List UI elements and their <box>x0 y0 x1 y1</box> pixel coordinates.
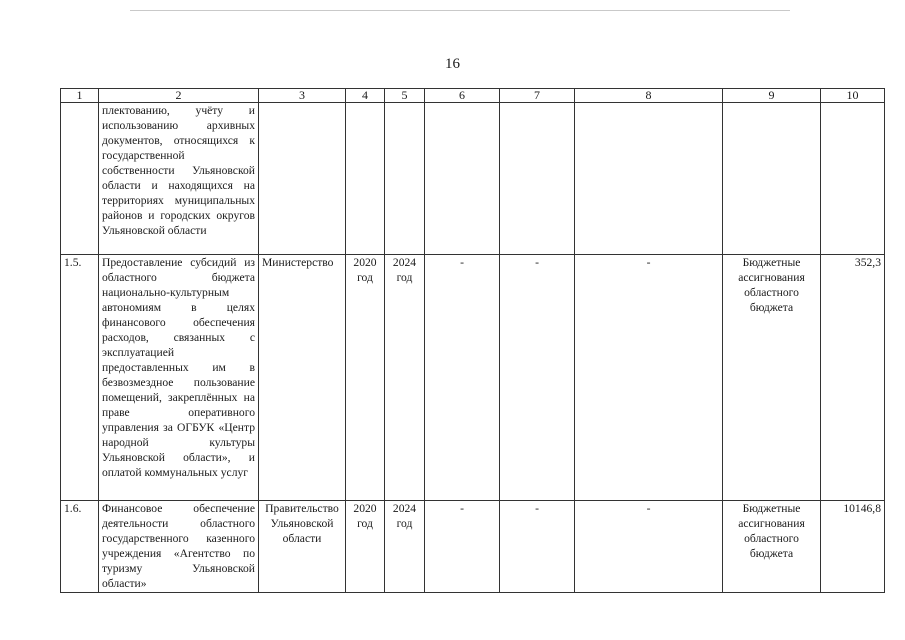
table-row <box>61 501 885 593</box>
executor: Правительство Ульяновской области <box>259 501 346 593</box>
start-year <box>346 103 385 255</box>
funding-source: Бюджетные ассигнования областного бюджета <box>723 255 821 501</box>
col-8-value: - <box>575 255 723 501</box>
header-cell: 1 <box>61 89 99 103</box>
end-year <box>385 103 425 255</box>
header-cell: 3 <box>259 89 346 103</box>
funding-amount: 352,3 <box>821 255 885 501</box>
start-year: 2020 год <box>346 255 385 501</box>
col-8-value <box>575 103 723 255</box>
row-number: 1.5. <box>61 255 99 501</box>
header-cell: 5 <box>385 89 425 103</box>
page-number: 16 <box>445 56 460 72</box>
header-cell: 7 <box>500 89 575 103</box>
measure-description: плектованию, учёту и использованию архивных документов, относящихся к государственной собственности Ульяновской области и находящихся на территориях муниципальных районов и городских округов Ульяновской области <box>99 103 259 255</box>
table-row <box>61 103 885 255</box>
header-cell: 10 <box>821 89 885 103</box>
col-6-value <box>425 103 500 255</box>
funding-amount: 10146,8 <box>821 501 885 593</box>
col-6-value: - <box>425 501 500 593</box>
funding-source: Бюджетные ассигнования областного бюджета <box>723 501 821 593</box>
measure-description: Предоставление субсидий из областного бюджета национально-культурным автономиям в целях финансового обеспечения расходов, связанных с эксплуатацией предоставленных им в безвозмездное пользование помещений, закреплённых на праве оперативного управления за ОГБУК «Центр народной культуры Ульяновской области», и оплатой коммунальных услуг <box>99 255 259 501</box>
col-7-value: - <box>500 255 575 501</box>
col-7-value: - <box>500 501 575 593</box>
end-year: 2024 год <box>385 501 425 593</box>
executor: Министерство <box>259 255 346 501</box>
executor <box>259 103 346 255</box>
table-row <box>61 255 885 501</box>
header-cell: 4 <box>346 89 385 103</box>
end-year: 2024 год <box>385 255 425 501</box>
col-8-value: - <box>575 501 723 593</box>
scan-artifact-top <box>130 10 790 11</box>
funding-amount <box>821 103 885 255</box>
row-number <box>61 103 99 255</box>
row-number: 1.6. <box>61 501 99 593</box>
funding-source <box>723 103 821 255</box>
measure-description: Финансовое обеспечение деятельности областного государственного казенного учреждения «Агентство по туризму Ульяновской области» <box>99 501 259 593</box>
program-table <box>60 88 885 593</box>
start-year: 2020 год <box>346 501 385 593</box>
col-6-value: - <box>425 255 500 501</box>
header-cell: 9 <box>723 89 821 103</box>
header-cell: 8 <box>575 89 723 103</box>
col-7-value <box>500 103 575 255</box>
column-number-row <box>61 89 885 103</box>
header-cell: 2 <box>99 89 259 103</box>
header-cell: 6 <box>425 89 500 103</box>
